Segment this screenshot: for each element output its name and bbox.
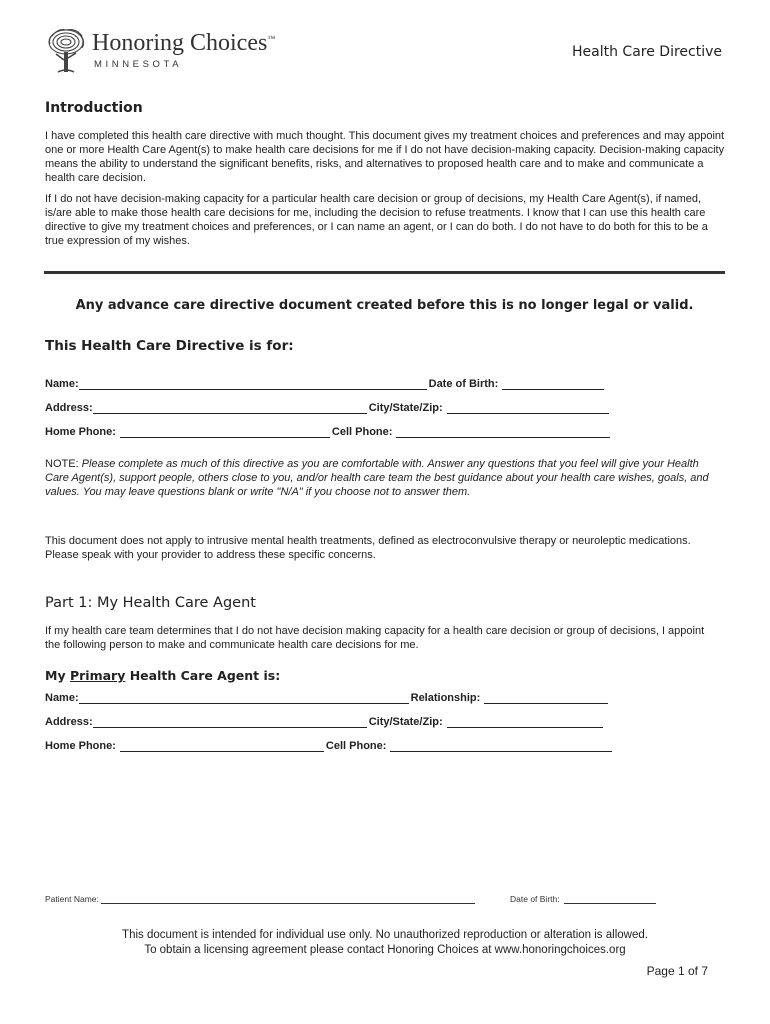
primary-agent-heading: My Primary Health Care Agent is: (45, 668, 281, 683)
patient-address-field[interactable] (93, 401, 367, 414)
validity-notice: Any advance care directive document created before this is no longer legal or valid. (75, 298, 694, 313)
footer-dob-row (510, 894, 656, 904)
patient-name-field[interactable] (79, 377, 427, 390)
patient-cell-phone-label: Cell Phone: (331, 426, 393, 438)
agent-name-field[interactable] (79, 691, 409, 704)
agent-relationship-field[interactable] (484, 691, 608, 704)
patient-address-label: Address: (45, 402, 93, 414)
agent-name-row (45, 691, 610, 704)
patient-dob-label: Date of Birth: (428, 378, 499, 390)
agent-address-field[interactable] (93, 715, 367, 728)
footer-dob-field[interactable] (564, 894, 656, 904)
patient-name-row (45, 377, 606, 390)
footer-dob-label: Date of Birth: (510, 894, 560, 904)
agent-address-row (45, 715, 605, 728)
patient-address-row (45, 401, 611, 414)
patient-city-label: City/State/Zip: (368, 402, 443, 414)
footer-usage-notice: This document is intended for individual use only. No unauthorized reproduction or alteration is allowed. (122, 929, 648, 941)
patient-home-phone-field[interactable] (120, 425, 330, 438)
agent-home-phone-label: Home Phone: (45, 740, 116, 752)
part-1-heading: Part 1: My Health Care Agent (45, 595, 256, 611)
section-divider (44, 271, 725, 274)
agent-home-phone-field[interactable] (120, 739, 324, 752)
patient-cell-phone-field[interactable] (396, 425, 610, 438)
agent-city-field[interactable] (447, 715, 603, 728)
footer-patient-name-row (45, 894, 475, 904)
note-text: Please complete as much of this directive as you are comfortable with. Answer any questions that you feel will give your Health Care Agent(s), support people, others close to you, and/or health care team the best guidance about your health care wishes, goals, and values. You may leave questions blank or write "N/A" if you choose not to answer them. (45, 458, 709, 498)
patient-city-field[interactable] (447, 401, 609, 414)
tree-logo-icon (44, 26, 88, 76)
agent-phone-row (45, 739, 614, 752)
introduction-heading: Introduction (45, 100, 143, 116)
introduction-paragraph-2: If I do not have decision-making capacity for a particular health care decision or group of decisions, my Health Care Agent(s), if named, is/are able to make those health care decisions for me, including the decision to refuse treatments. I know that I can use this health care directive to give my treatment choices and preferences, or I can name an agent, or I can do both. I do not have to do both for this to be a true expression of my wishes. (45, 193, 708, 247)
note-prefix: NOTE: (45, 458, 82, 470)
part-1-paragraph: If my health care team determines that I do not have decision making capacity for a health care decision or group of decisions, I appoint the following person to make and communicate health care decisions for me. (45, 625, 705, 651)
footer-licensing-notice: To obtain a licensing agreement please contact Honoring Choices at www.honoringchoices.org (144, 944, 626, 956)
directive-for-heading: This Health Care Directive is for: (45, 338, 294, 354)
footer-patient-name-field[interactable] (101, 894, 475, 904)
mental-health-disclaimer: This document does not apply to intrusive mental health treatments, defined as electroconvulsive therapy or neuroleptic medications. Please speak with your provider to address these specific concerns. (45, 535, 691, 561)
agent-city-label: City/State/Zip: (368, 716, 443, 728)
document-type-title: Health Care Directive (572, 44, 722, 60)
patient-dob-field[interactable] (502, 377, 604, 390)
agent-address-label: Address: (45, 716, 93, 728)
logo-name: Honoring Choices™ (92, 30, 276, 56)
patient-name-label: Name: (45, 378, 79, 390)
introduction-paragraph-1: I have completed this health care directive with much thought. This document gives my treatment choices and preferences and may appoint one or more Health Care Agent(s) to make health care decisions for me if I do not have decision-making capacity. Decision-making capacity means the ability to understand the significant benefits, risks, and alternatives to proposed health care and to make and communicate a health care decision. (45, 130, 725, 184)
logo (44, 26, 304, 76)
logo-subtitle: MINNESOTA (94, 59, 183, 70)
agent-name-label: Name: (45, 692, 79, 704)
patient-phone-row (45, 425, 612, 438)
completion-note (45, 457, 717, 499)
agent-relationship-label: Relationship: (410, 692, 481, 704)
patient-home-phone-label: Home Phone: (45, 426, 116, 438)
page-number: Page 1 of 7 (646, 964, 708, 978)
agent-cell-phone-label: Cell Phone: (325, 740, 387, 752)
agent-cell-phone-field[interactable] (390, 739, 612, 752)
footer-patient-name-label: Patient Name: (45, 894, 99, 904)
